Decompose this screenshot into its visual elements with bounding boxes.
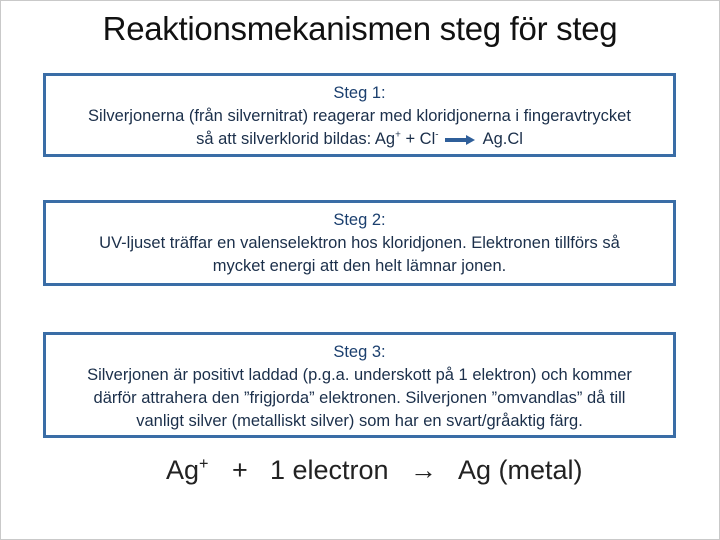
equation-reactant-1: [166, 455, 209, 486]
equation-arrow: →: [410, 455, 437, 485]
step-2-line-2: mycket energi att den helt lämnar jonen.: [212, 257, 507, 275]
equation-reactant-2: 1 electron: [270, 455, 389, 485]
step-3-box: [43, 332, 676, 438]
reaction-arrow-icon: [445, 135, 475, 145]
step-2-line-1: UV-ljuset träffar en valenselektron hos kloridjonen. Elektronen tillförs så: [99, 234, 620, 252]
equation-plus: +: [232, 455, 248, 485]
ag-charge: +: [395, 129, 401, 141]
cl-charge: -: [435, 129, 439, 141]
step-3-heading: Steg 3:: [333, 343, 386, 361]
step-2-box: [43, 200, 676, 286]
step-2-heading: Steg 2:: [333, 211, 386, 229]
step-1-line-2: [46, 128, 673, 151]
equation-ag: Ag: [166, 455, 200, 485]
equation-product: Ag (metal): [458, 455, 583, 485]
page-title: Reaktionsmekanismen steg för steg: [102, 10, 618, 47]
equation-charge: +: [199, 455, 209, 473]
step-1-line-1: Silverjonerna (från silvernitrat) reagerar med kloridjonerna i fingeravtrycket: [88, 107, 631, 125]
step-1-line-2-text: så att silverklorid bildas: Ag: [196, 130, 396, 148]
step-3-line-2: därför attrahera den ”frigjorda” elektronen. Silverjonen ”omvandlas” då till: [93, 389, 626, 407]
step-1-plus-cl: + Cl: [400, 130, 436, 148]
step-3-line-3: vanligt silver (metalliskt silver) som har en svart/gråaktig färg.: [136, 412, 583, 430]
step-3-line-1: Silverjonen är positivt laddad (p.g.a. underskott på 1 elektron) och kommer: [87, 366, 632, 384]
step-1-heading: Steg 1:: [333, 84, 386, 102]
step-1-box: [43, 73, 676, 157]
step-1-product: Ag.Cl: [482, 130, 523, 148]
